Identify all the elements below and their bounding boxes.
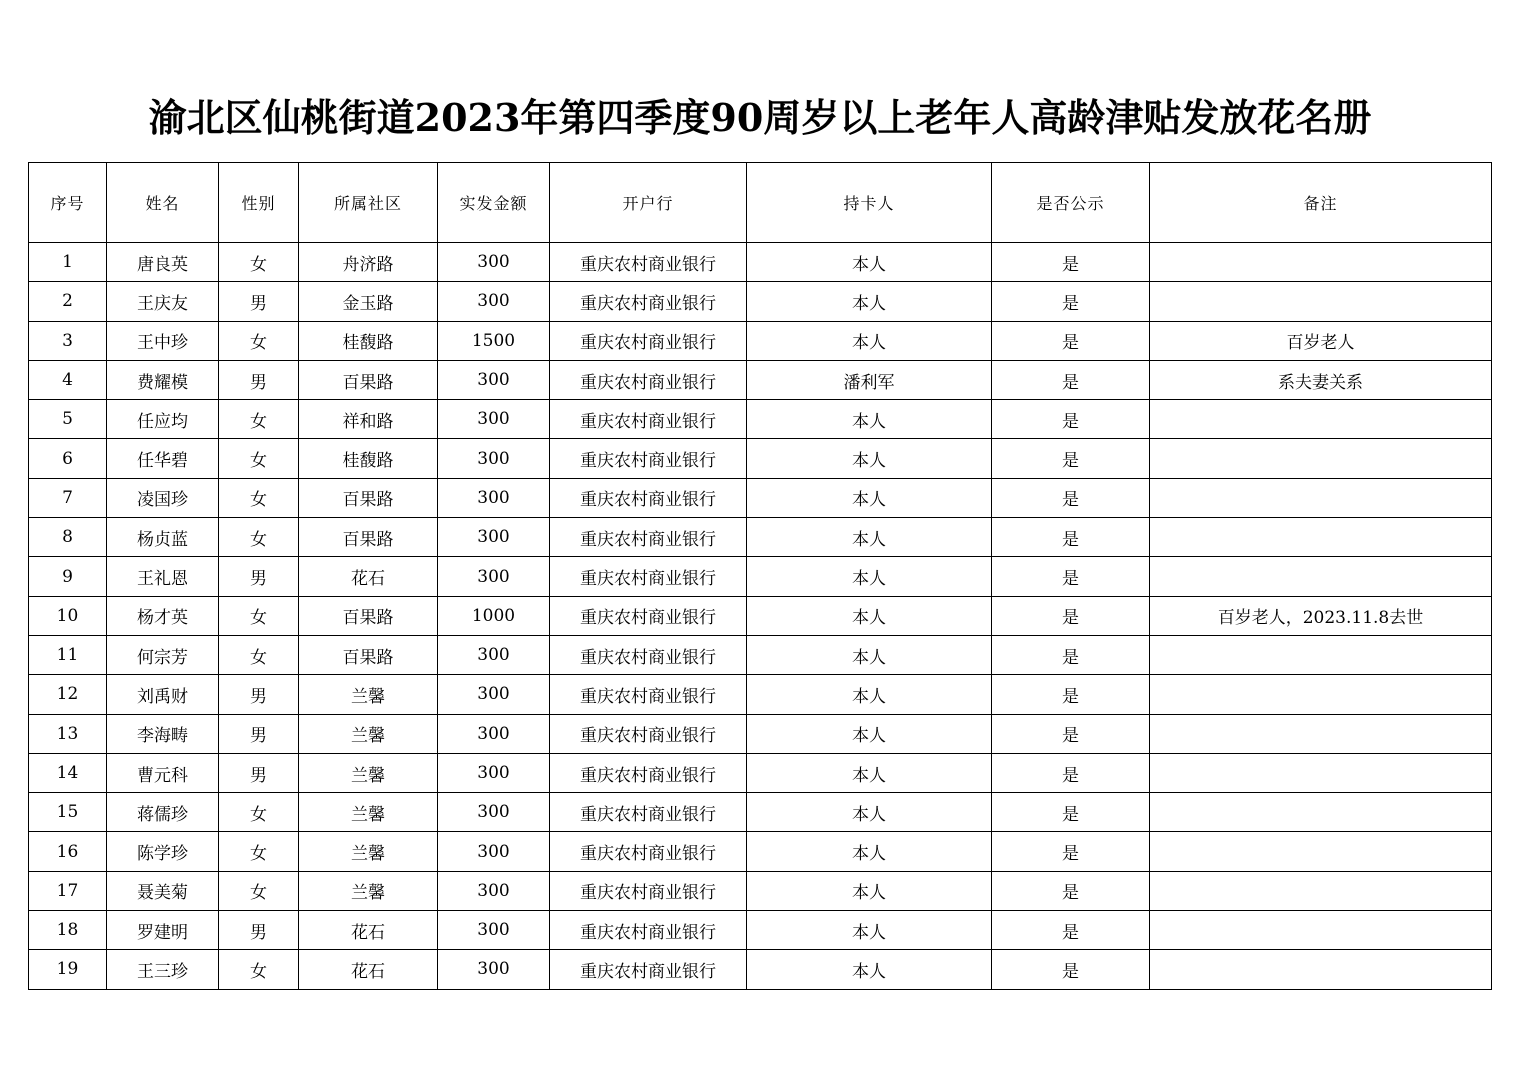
document-title: 渝北区仙桃街道2023年第四季度90周岁以上老年人高龄津贴发放花名册 — [148, 95, 1372, 140]
cell-gender: 女 — [219, 950, 299, 989]
cell-name: 王庆友 — [107, 282, 219, 321]
table-row — [29, 478, 1492, 517]
cell-name: 何宗芳 — [107, 635, 219, 674]
cell-cardholder: 本人 — [747, 675, 992, 714]
cell-cardholder: 本人 — [747, 832, 992, 871]
cell-name: 刘禹财 — [107, 675, 219, 714]
header-community: 所属社区 — [299, 163, 438, 243]
cell-name: 凌国珍 — [107, 478, 219, 517]
cell-bank: 重庆农村商业银行 — [550, 635, 747, 674]
table-row — [29, 714, 1492, 753]
cell-cardholder: 本人 — [747, 518, 992, 557]
cell-bank: 重庆农村商业银行 — [550, 793, 747, 832]
cell-remarks — [1150, 911, 1492, 950]
cell-publicized: 是 — [992, 675, 1150, 714]
table-row — [29, 635, 1492, 674]
cell-gender: 女 — [219, 243, 299, 282]
table-row — [29, 950, 1492, 989]
cell-cardholder: 本人 — [747, 753, 992, 792]
cell-remarks — [1150, 793, 1492, 832]
table-row — [29, 753, 1492, 792]
cell-remarks — [1150, 478, 1492, 517]
cell-community: 兰馨 — [299, 793, 438, 832]
cell-seq: 15 — [29, 793, 107, 832]
cell-bank: 重庆农村商业银行 — [550, 714, 747, 753]
cell-publicized: 是 — [992, 753, 1150, 792]
cell-gender: 女 — [219, 832, 299, 871]
header-amount: 实发金额 — [438, 163, 550, 243]
cell-seq: 18 — [29, 911, 107, 950]
cell-gender: 男 — [219, 282, 299, 321]
header-name: 姓名 — [107, 163, 219, 243]
allowance-roster-table — [28, 162, 1492, 990]
table-row — [29, 360, 1492, 399]
cell-gender: 女 — [219, 321, 299, 360]
header-remarks: 备注 — [1150, 163, 1492, 243]
cell-publicized: 是 — [992, 596, 1150, 635]
cell-bank: 重庆农村商业银行 — [550, 832, 747, 871]
table-body — [29, 243, 1492, 990]
cell-amount: 300 — [438, 518, 550, 557]
cell-gender: 女 — [219, 478, 299, 517]
cell-remarks: 百岁老人，2023.11.8去世 — [1150, 596, 1492, 635]
cell-seq: 1 — [29, 243, 107, 282]
cell-cardholder: 潘利军 — [747, 360, 992, 399]
cell-seq: 6 — [29, 439, 107, 478]
cell-remarks — [1150, 243, 1492, 282]
cell-amount: 300 — [438, 871, 550, 910]
cell-cardholder: 本人 — [747, 596, 992, 635]
cell-remarks — [1150, 282, 1492, 321]
cell-publicized: 是 — [992, 439, 1150, 478]
cell-amount: 300 — [438, 478, 550, 517]
cell-amount: 300 — [438, 557, 550, 596]
cell-community: 舟济路 — [299, 243, 438, 282]
cell-remarks — [1150, 439, 1492, 478]
cell-community: 花石 — [299, 911, 438, 950]
cell-gender: 女 — [219, 871, 299, 910]
cell-remarks — [1150, 675, 1492, 714]
cell-amount: 300 — [438, 950, 550, 989]
cell-community: 桂馥路 — [299, 439, 438, 478]
cell-community: 桂馥路 — [299, 321, 438, 360]
header-cardholder: 持卡人 — [747, 163, 992, 243]
cell-name: 费耀模 — [107, 360, 219, 399]
cell-bank: 重庆农村商业银行 — [550, 439, 747, 478]
cell-community: 兰馨 — [299, 753, 438, 792]
cell-remarks — [1150, 871, 1492, 910]
cell-amount: 300 — [438, 793, 550, 832]
cell-publicized: 是 — [992, 635, 1150, 674]
cell-remarks: 百岁老人 — [1150, 321, 1492, 360]
cell-seq: 2 — [29, 282, 107, 321]
cell-bank: 重庆农村商业银行 — [550, 360, 747, 399]
cell-publicized: 是 — [992, 243, 1150, 282]
cell-seq: 8 — [29, 518, 107, 557]
cell-community: 兰馨 — [299, 675, 438, 714]
cell-name: 曹元科 — [107, 753, 219, 792]
cell-remarks — [1150, 753, 1492, 792]
cell-bank: 重庆农村商业银行 — [550, 596, 747, 635]
cell-bank: 重庆农村商业银行 — [550, 675, 747, 714]
cell-cardholder: 本人 — [747, 282, 992, 321]
cell-amount: 300 — [438, 753, 550, 792]
cell-publicized: 是 — [992, 871, 1150, 910]
cell-cardholder: 本人 — [747, 714, 992, 753]
cell-bank: 重庆农村商业银行 — [550, 478, 747, 517]
cell-amount: 300 — [438, 911, 550, 950]
cell-bank: 重庆农村商业银行 — [550, 243, 747, 282]
cell-community: 百果路 — [299, 596, 438, 635]
table-row — [29, 793, 1492, 832]
cell-cardholder: 本人 — [747, 871, 992, 910]
cell-remarks — [1150, 635, 1492, 674]
header-publicized: 是否公示 — [992, 163, 1150, 243]
table-row — [29, 518, 1492, 557]
cell-cardholder: 本人 — [747, 400, 992, 439]
table-row — [29, 243, 1492, 282]
cell-seq: 5 — [29, 400, 107, 439]
cell-bank: 重庆农村商业银行 — [550, 557, 747, 596]
cell-seq: 12 — [29, 675, 107, 714]
table-row — [29, 832, 1492, 871]
cell-cardholder: 本人 — [747, 911, 992, 950]
cell-publicized: 是 — [992, 793, 1150, 832]
table-row — [29, 675, 1492, 714]
table-header-row — [29, 163, 1492, 243]
cell-cardholder: 本人 — [747, 635, 992, 674]
cell-bank: 重庆农村商业银行 — [550, 911, 747, 950]
cell-name: 王三珍 — [107, 950, 219, 989]
cell-gender: 女 — [219, 439, 299, 478]
cell-gender: 女 — [219, 793, 299, 832]
header-gender: 性别 — [219, 163, 299, 243]
cell-bank: 重庆农村商业银行 — [550, 400, 747, 439]
cell-bank: 重庆农村商业银行 — [550, 753, 747, 792]
cell-name: 杨贞蓝 — [107, 518, 219, 557]
cell-bank: 重庆农村商业银行 — [550, 321, 747, 360]
cell-publicized: 是 — [992, 478, 1150, 517]
table-row — [29, 911, 1492, 950]
cell-remarks — [1150, 950, 1492, 989]
cell-cardholder: 本人 — [747, 793, 992, 832]
cell-gender: 男 — [219, 714, 299, 753]
cell-community: 兰馨 — [299, 871, 438, 910]
cell-seq: 9 — [29, 557, 107, 596]
cell-remarks — [1150, 518, 1492, 557]
table-row — [29, 321, 1492, 360]
cell-publicized: 是 — [992, 400, 1150, 439]
cell-community: 花石 — [299, 557, 438, 596]
cell-publicized: 是 — [992, 321, 1150, 360]
cell-cardholder: 本人 — [747, 557, 992, 596]
cell-publicized: 是 — [992, 911, 1150, 950]
cell-gender: 男 — [219, 360, 299, 399]
cell-name: 聂美菊 — [107, 871, 219, 910]
header-seq: 序号 — [29, 163, 107, 243]
cell-seq: 4 — [29, 360, 107, 399]
cell-gender: 男 — [219, 753, 299, 792]
cell-publicized: 是 — [992, 282, 1150, 321]
cell-remarks — [1150, 832, 1492, 871]
cell-publicized: 是 — [992, 950, 1150, 989]
cell-publicized: 是 — [992, 360, 1150, 399]
cell-name: 任应均 — [107, 400, 219, 439]
cell-gender: 女 — [219, 596, 299, 635]
cell-seq: 16 — [29, 832, 107, 871]
cell-cardholder: 本人 — [747, 243, 992, 282]
cell-community: 花石 — [299, 950, 438, 989]
cell-amount: 300 — [438, 360, 550, 399]
cell-community: 兰馨 — [299, 714, 438, 753]
cell-publicized: 是 — [992, 557, 1150, 596]
cell-name: 王礼恩 — [107, 557, 219, 596]
cell-community: 金玉路 — [299, 282, 438, 321]
cell-amount: 300 — [438, 400, 550, 439]
cell-name: 陈学珍 — [107, 832, 219, 871]
table-row — [29, 871, 1492, 910]
cell-gender: 女 — [219, 518, 299, 557]
cell-seq: 19 — [29, 950, 107, 989]
cell-bank: 重庆农村商业银行 — [550, 950, 747, 989]
cell-remarks — [1150, 400, 1492, 439]
cell-publicized: 是 — [992, 518, 1150, 557]
cell-amount: 300 — [438, 439, 550, 478]
cell-name: 李海畴 — [107, 714, 219, 753]
cell-seq: 10 — [29, 596, 107, 635]
cell-gender: 女 — [219, 400, 299, 439]
cell-bank: 重庆农村商业银行 — [550, 871, 747, 910]
cell-amount: 1000 — [438, 596, 550, 635]
header-bank: 开户行 — [550, 163, 747, 243]
cell-community: 百果路 — [299, 478, 438, 517]
cell-name: 任华碧 — [107, 439, 219, 478]
cell-seq: 11 — [29, 635, 107, 674]
cell-seq: 13 — [29, 714, 107, 753]
cell-remarks: 系夫妻关系 — [1150, 360, 1492, 399]
cell-amount: 300 — [438, 282, 550, 321]
cell-seq: 17 — [29, 871, 107, 910]
cell-publicized: 是 — [992, 714, 1150, 753]
cell-amount: 300 — [438, 675, 550, 714]
cell-amount: 300 — [438, 832, 550, 871]
cell-amount: 300 — [438, 714, 550, 753]
cell-name: 王中珍 — [107, 321, 219, 360]
cell-community: 兰馨 — [299, 832, 438, 871]
cell-remarks — [1150, 557, 1492, 596]
cell-cardholder: 本人 — [747, 950, 992, 989]
cell-name: 罗建明 — [107, 911, 219, 950]
cell-name: 蒋儒珍 — [107, 793, 219, 832]
table-row — [29, 439, 1492, 478]
cell-community: 百果路 — [299, 635, 438, 674]
cell-community: 百果路 — [299, 360, 438, 399]
cell-cardholder: 本人 — [747, 321, 992, 360]
cell-seq: 7 — [29, 478, 107, 517]
cell-seq: 14 — [29, 753, 107, 792]
cell-amount: 300 — [438, 243, 550, 282]
cell-bank: 重庆农村商业银行 — [550, 282, 747, 321]
cell-bank: 重庆农村商业银行 — [550, 518, 747, 557]
cell-community: 祥和路 — [299, 400, 438, 439]
cell-remarks — [1150, 714, 1492, 753]
cell-cardholder: 本人 — [747, 478, 992, 517]
table-row — [29, 282, 1492, 321]
cell-community: 百果路 — [299, 518, 438, 557]
table-row — [29, 596, 1492, 635]
cell-amount: 1500 — [438, 321, 550, 360]
table-row — [29, 400, 1492, 439]
cell-name: 杨才英 — [107, 596, 219, 635]
cell-publicized: 是 — [992, 832, 1150, 871]
cell-gender: 男 — [219, 675, 299, 714]
table-row — [29, 557, 1492, 596]
cell-cardholder: 本人 — [747, 439, 992, 478]
cell-name: 唐良英 — [107, 243, 219, 282]
cell-gender: 男 — [219, 911, 299, 950]
cell-amount: 300 — [438, 635, 550, 674]
cell-gender: 男 — [219, 557, 299, 596]
cell-seq: 3 — [29, 321, 107, 360]
cell-gender: 女 — [219, 635, 299, 674]
